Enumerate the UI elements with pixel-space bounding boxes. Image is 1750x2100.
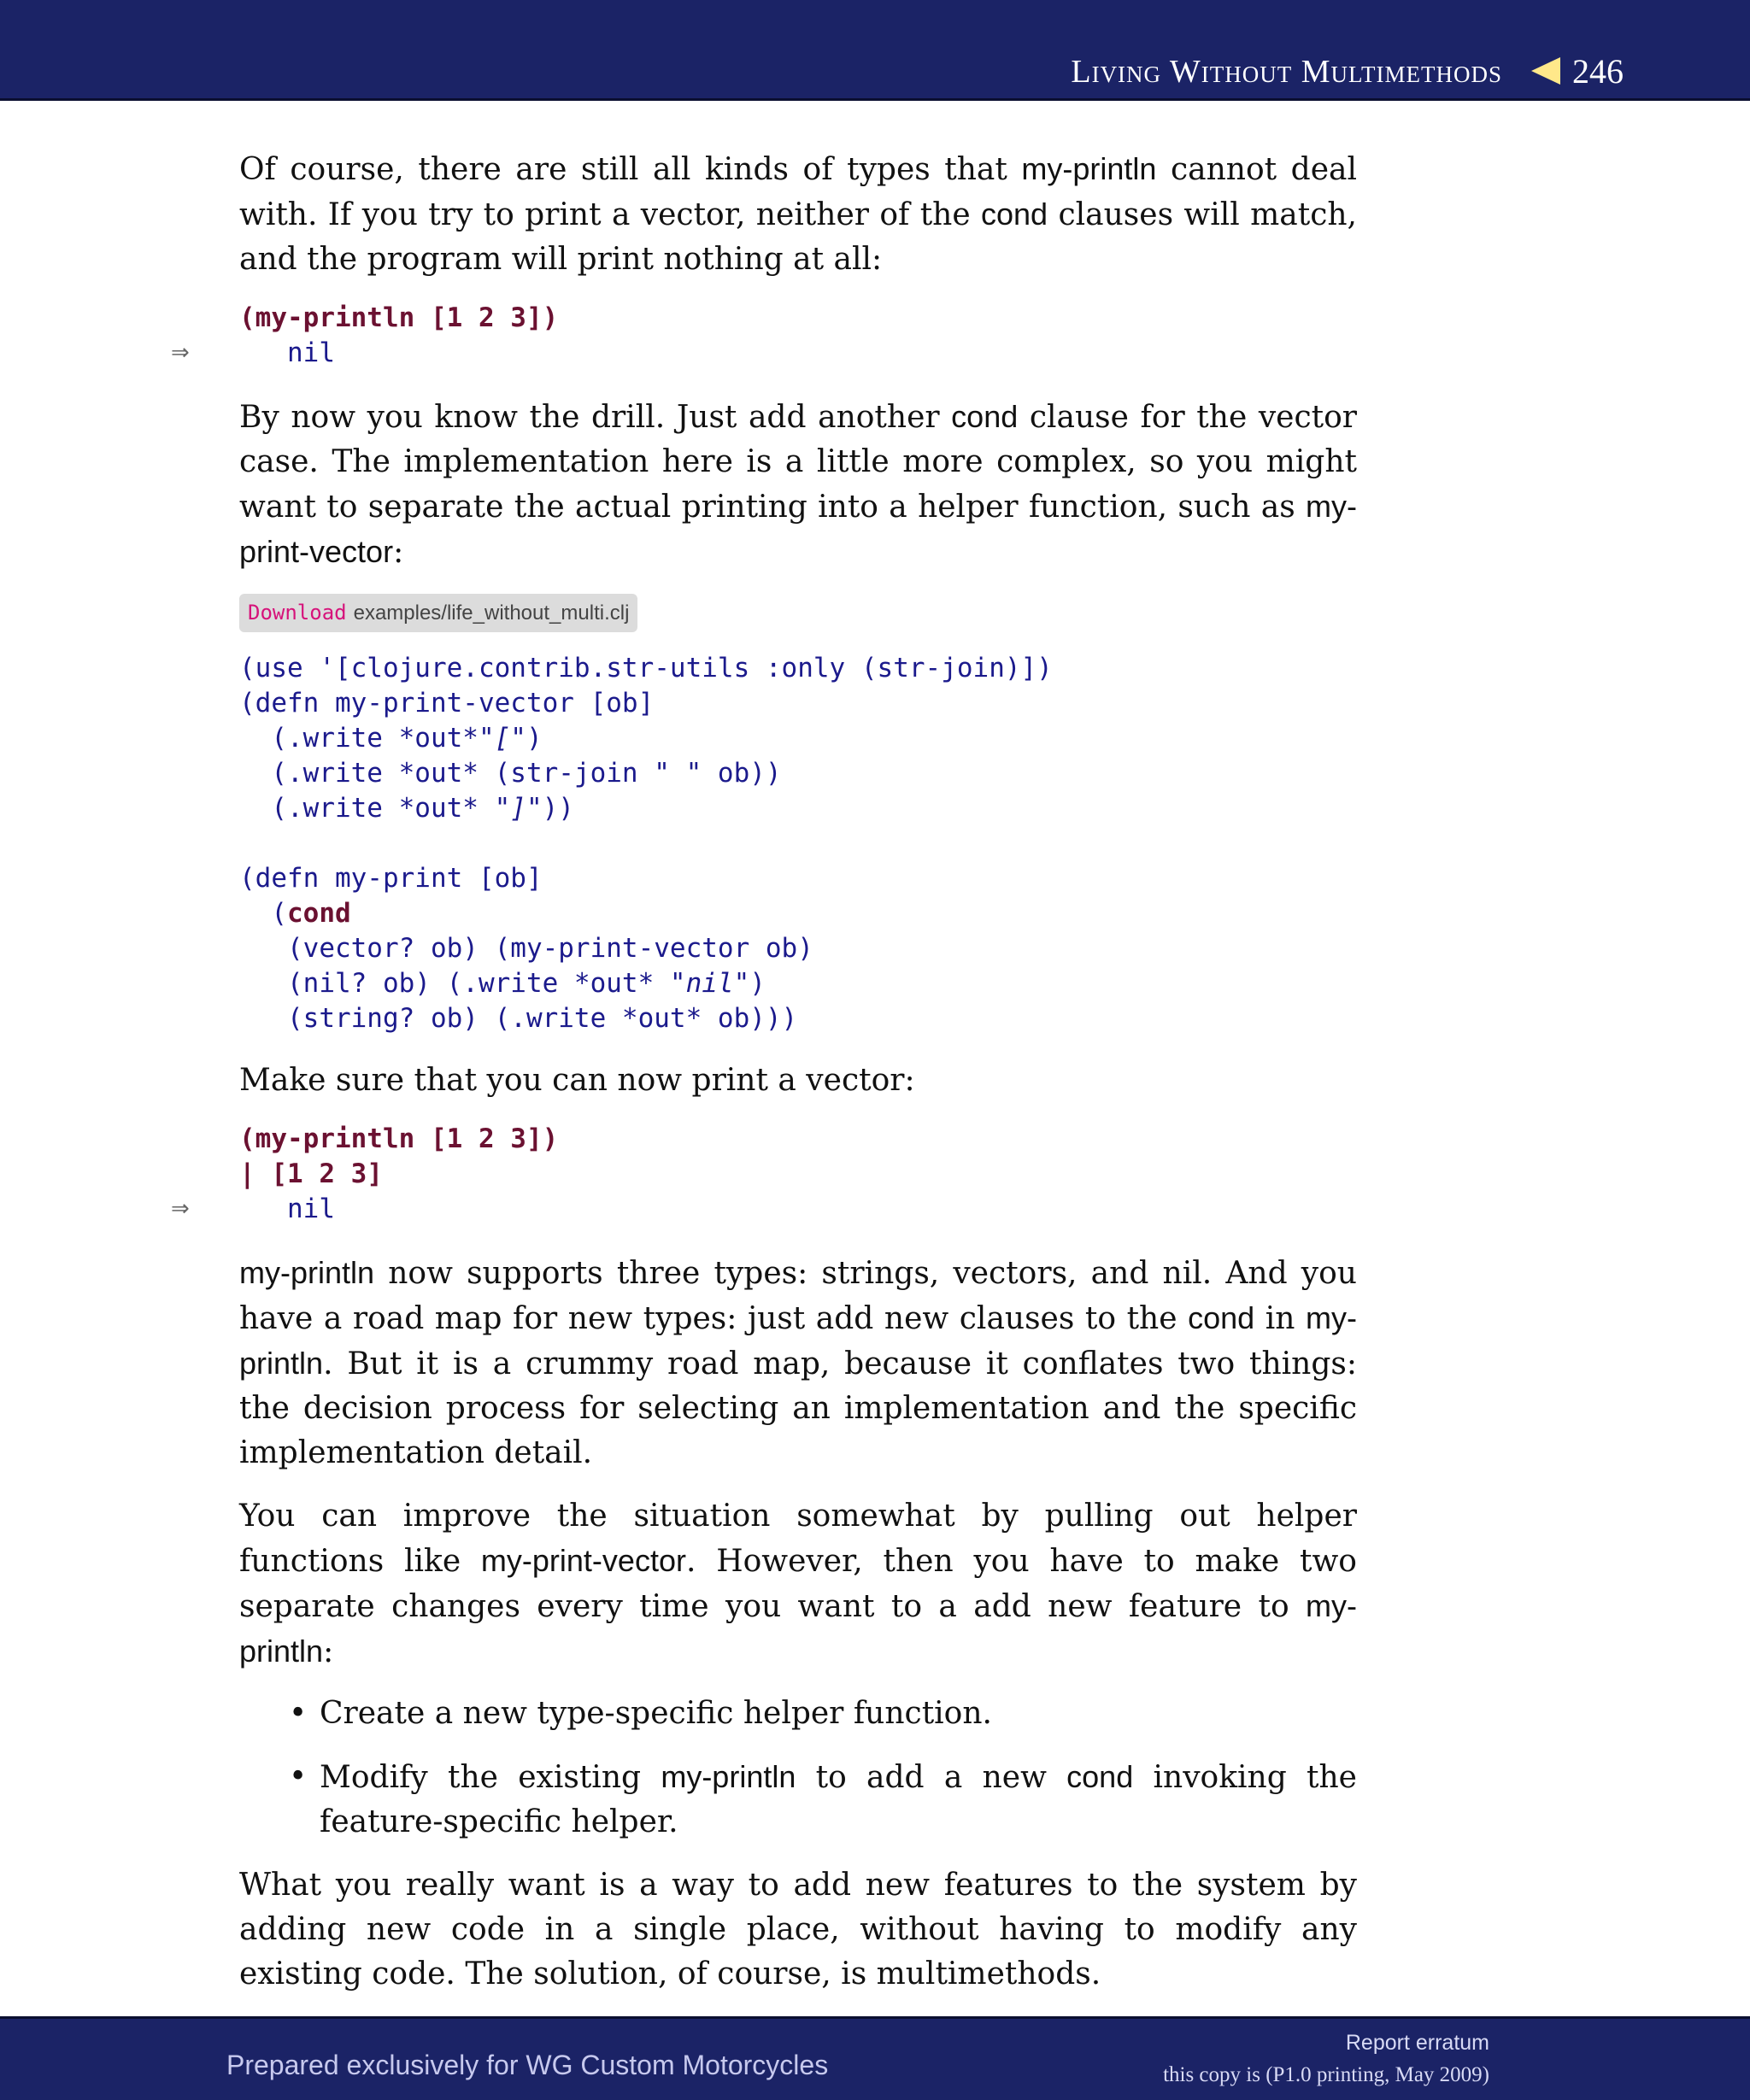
page-number: 246	[1572, 52, 1624, 91]
paragraph-1	[239, 147, 1357, 282]
download-link[interactable]	[239, 594, 637, 632]
code-text: ob))	[702, 758, 782, 789]
code-string: "["	[478, 723, 526, 754]
report-erratum-link[interactable]: Report erratum	[1345, 2031, 1489, 2055]
repl-result-line	[171, 336, 1357, 371]
chapter-title: Living Without Multimethods	[1071, 54, 1502, 90]
repl-output: | [1 2 3]	[239, 1159, 383, 1189]
code-string: " "	[654, 758, 702, 789]
code-line	[239, 791, 1357, 826]
code-listing	[239, 651, 1357, 1036]
list-item	[239, 1755, 1357, 1845]
paragraph-6: What you really want is a way to add new features to the system by adding new code in a single place, without having to modify any existing code. The solution, of course, is multimethods.	[239, 1868, 1357, 1991]
inline-code: my-print-vector	[239, 489, 1357, 569]
repl-result: nil	[287, 1194, 335, 1224]
inline-code: my-print-vector	[480, 1543, 686, 1578]
text: to add a new	[796, 1760, 1067, 1795]
inline-code: my-println	[1021, 151, 1157, 186]
code-text: (.write *out* (str-join	[239, 758, 655, 789]
code-line: (use '[clojure.contrib.str-utils :only (str-join)])	[239, 653, 1053, 683]
code-line	[239, 966, 1357, 1001]
inline-code: cond	[1066, 1759, 1134, 1794]
code-line	[239, 721, 1357, 756]
code-blank-line	[239, 826, 1357, 861]
download-path[interactable]: examples/life_without_multi.clj	[353, 601, 630, 625]
inline-code: cond	[1188, 1300, 1255, 1335]
repl-result-line	[171, 1192, 1357, 1227]
code-line: (vector? ob) (my-print-vector ob)	[239, 933, 813, 964]
code-string: "]"	[494, 793, 543, 824]
result-arrow-icon: ⇒	[171, 1196, 190, 1222]
text: invoking the feature-specific helper.	[320, 1760, 1357, 1839]
bullet-icon: •	[289, 1759, 308, 1794]
page-footer	[0, 2016, 1750, 2100]
code-string: "nil"	[669, 968, 750, 999]
text: cannot deal with. If you try to print a vector, neither of the	[239, 152, 1357, 232]
back-arrow-icon[interactable]	[1531, 57, 1560, 85]
inline-code: my-println	[661, 1759, 796, 1794]
inline-code: cond	[981, 197, 1048, 232]
paragraph-2	[239, 395, 1357, 575]
page-content	[171, 147, 1357, 1997]
code-text: )	[749, 968, 766, 999]
text: Of course, there are still all kinds of types that	[239, 152, 1022, 187]
text: You can improve the situation somewhat by pulling out helper functions like	[239, 1499, 1357, 1579]
repl-example-2	[171, 1122, 1357, 1227]
text: in	[1254, 1301, 1306, 1336]
repl-result: nil	[287, 337, 335, 368]
prepared-for-text: Prepared exclusively for WG Custom Motorcycles	[226, 2050, 829, 2080]
repl-example-1	[171, 301, 1357, 371]
result-arrow-icon: ⇒	[171, 340, 190, 366]
repl-input: (my-println [1 2 3])	[239, 302, 559, 333]
text: clause for the vector case. The implementation here is a little more complex, so you might want to separate the actual printing into a helper function, such as	[239, 400, 1357, 525]
paragraph-4	[239, 1251, 1357, 1475]
printing-info: this copy is (P1.0 printing, May 2009)	[1163, 2063, 1489, 2086]
inline-code: my-println	[239, 1588, 1357, 1669]
inline-code: my-println	[239, 1300, 1357, 1381]
page-header	[0, 0, 1750, 101]
code-line: (defn my-print [ob]	[239, 863, 543, 894]
inline-code: my-println	[239, 1255, 375, 1290]
code-text: (.write *out*	[239, 723, 479, 754]
code-text: (nil? ob) (.write *out*	[239, 968, 670, 999]
code-line: (defn my-print-vector [ob]	[239, 688, 655, 719]
repl-input: (my-println [1 2 3])	[239, 1123, 559, 1154]
code-line	[239, 896, 1357, 931]
bullet-list	[239, 1692, 1357, 1845]
text: Modify the existing	[320, 1760, 661, 1795]
text: By now you know the drill. Just add another	[239, 400, 952, 435]
text: clauses will match, and the program will print nothing at all:	[239, 197, 1357, 277]
text: Create a new type-specific helper function.	[320, 1696, 992, 1731]
text: :	[323, 1634, 334, 1669]
download-label[interactable]: Download	[248, 601, 347, 625]
code-line: (string? ob) (.write *out* ob)))	[239, 1003, 798, 1034]
text: :	[393, 535, 404, 570]
code-text: ))	[542, 793, 574, 824]
list-item	[239, 1692, 1357, 1736]
text: . However, then you have to make two separate changes every time you want to a add new feature to	[239, 1544, 1357, 1624]
text: . But it is a crummy road map, because it conflates two things: the decision process for selecting an implementation and the specific implementation detail.	[239, 1346, 1357, 1470]
code-text: (	[239, 898, 287, 929]
inline-code: cond	[951, 399, 1019, 434]
code-text: (.write *out*	[239, 793, 495, 824]
download-box[interactable]	[239, 594, 1357, 632]
bullet-icon: •	[289, 1696, 308, 1731]
code-line	[239, 756, 1357, 791]
code-keyword: cond	[287, 898, 351, 929]
code-text: )	[526, 723, 543, 754]
text: now supports three types: strings, vectors, and nil. And you have a road map for new types: just add new clauses to the	[239, 1256, 1357, 1336]
paragraph-5	[239, 1494, 1357, 1675]
paragraph-3: Make sure that you can now print a vector:	[239, 1063, 915, 1098]
